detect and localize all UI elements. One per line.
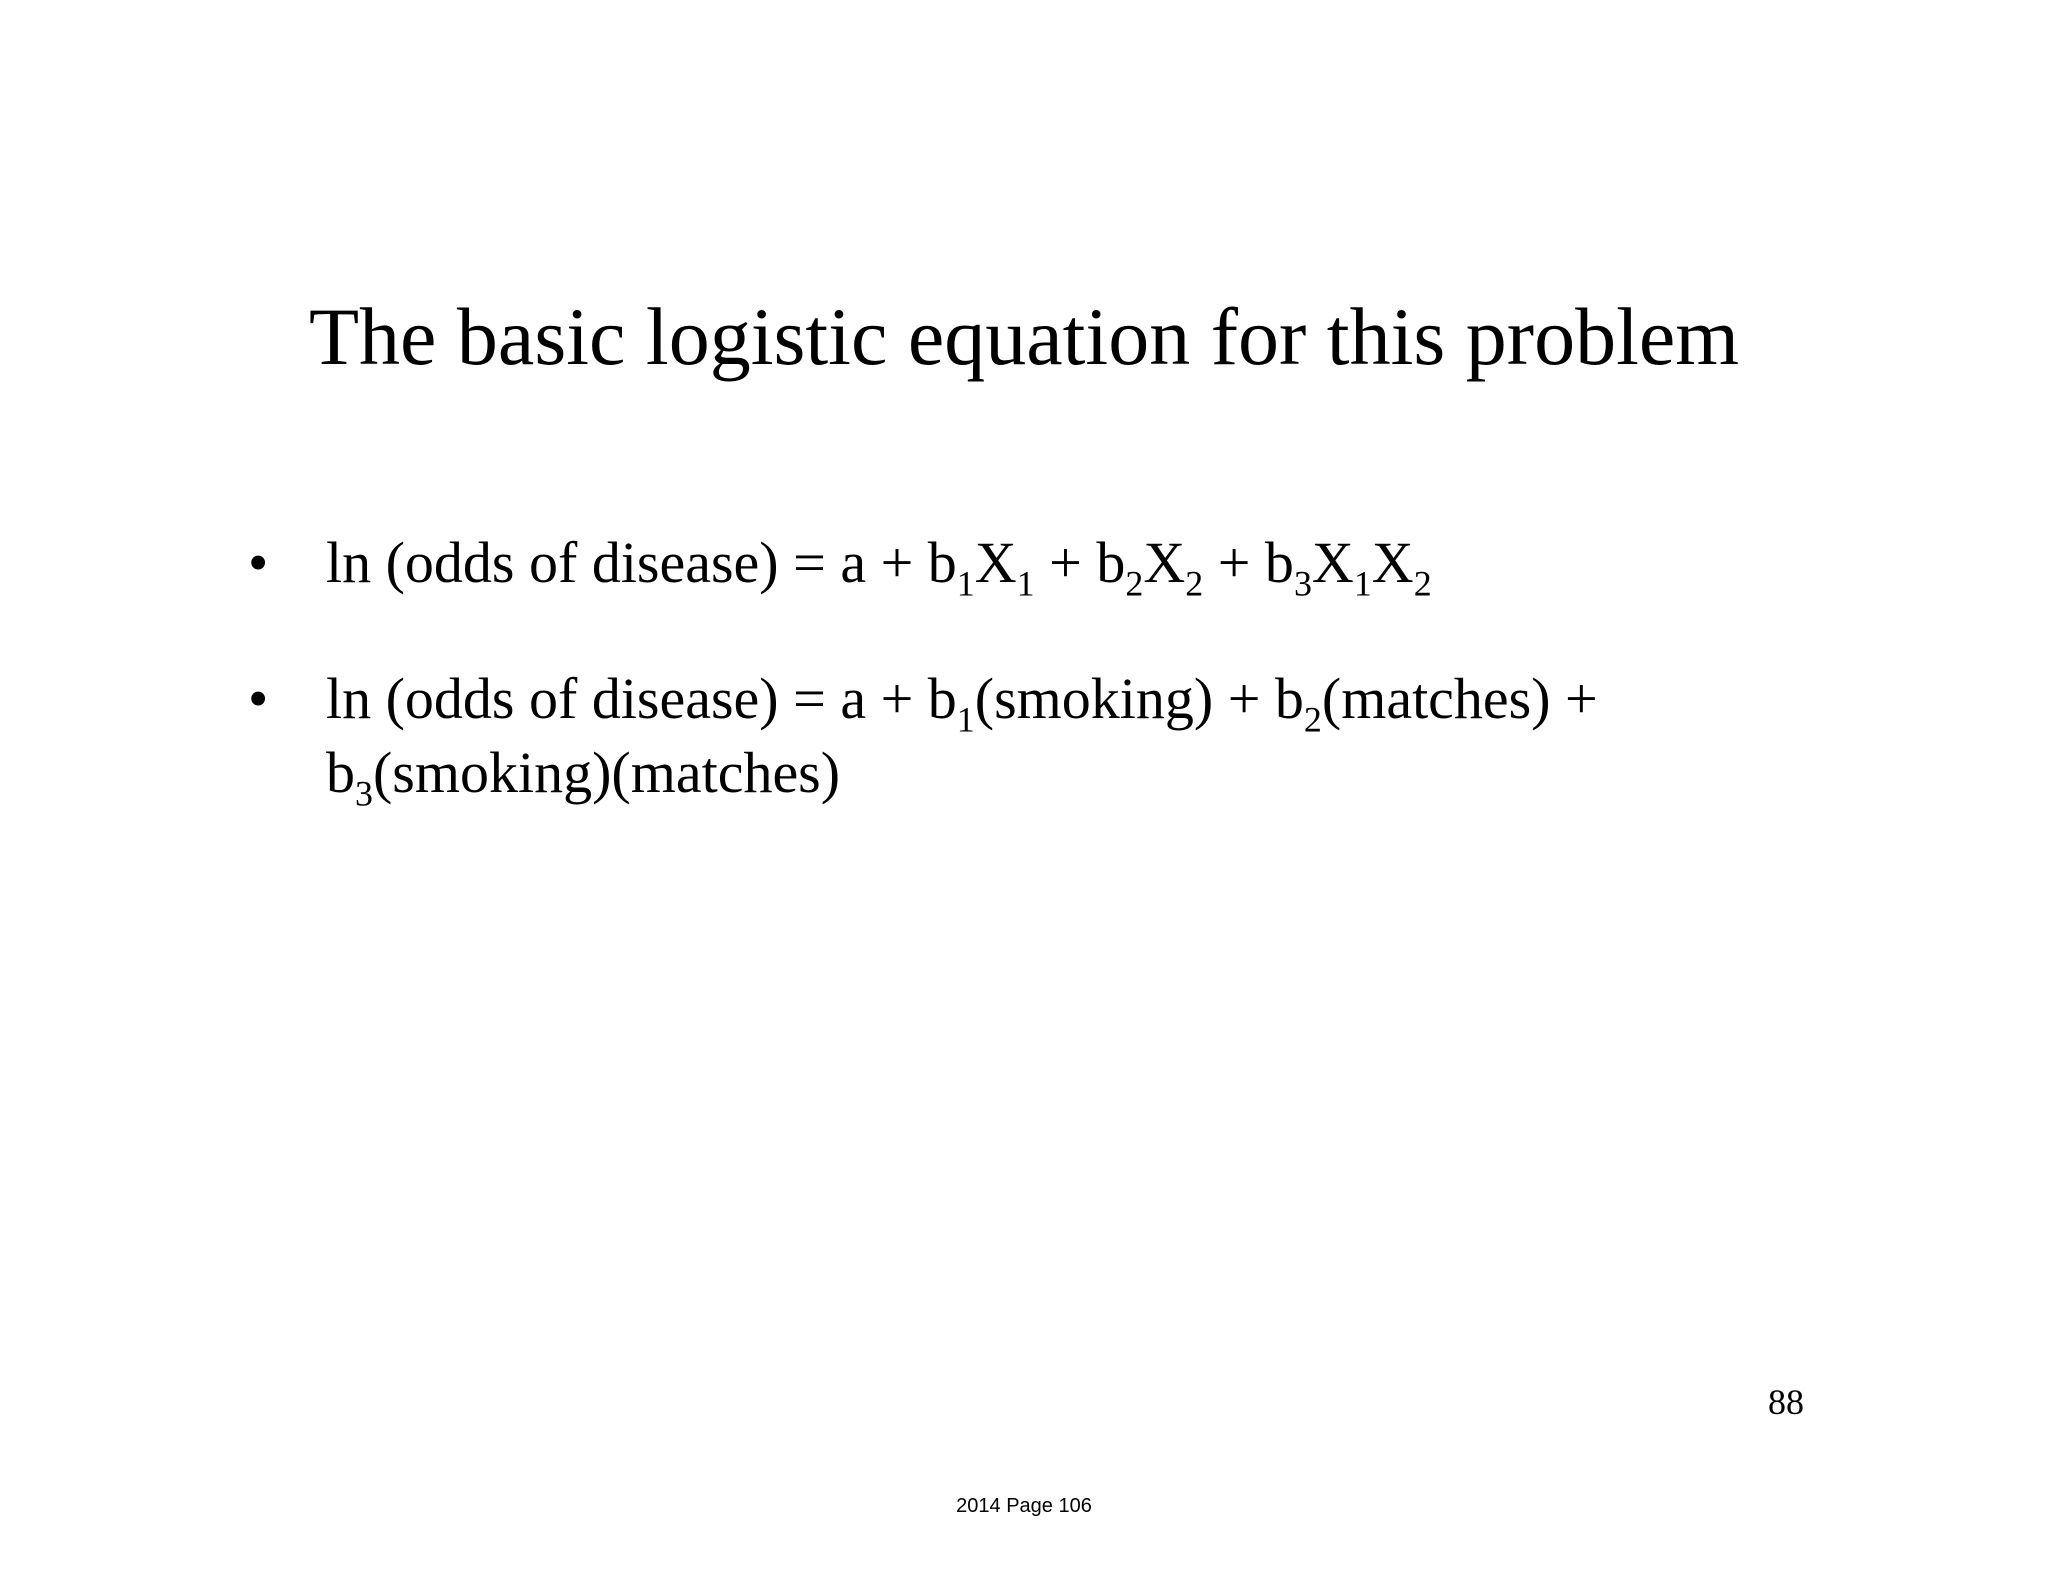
eq1-x1: X bbox=[974, 530, 1017, 595]
eq2-smoking-term: (smoking) + b bbox=[974, 666, 1304, 731]
equation-symbolic-line bbox=[326, 530, 1432, 604]
equation-named-line-1 bbox=[326, 666, 1598, 740]
bullet-icon: • bbox=[248, 530, 269, 595]
eq2-sub-b3: 3 bbox=[355, 773, 373, 814]
eq2-sub-b2: 2 bbox=[1303, 699, 1322, 740]
eq2-interaction-term: (smoking)(matches) bbox=[372, 740, 841, 805]
eq1-sub-x1b: 1 bbox=[1353, 563, 1372, 604]
eq1-sub-x2b: 2 bbox=[1413, 563, 1432, 604]
eq2-lhs: ln (odds of disease) = a + b bbox=[326, 666, 957, 731]
eq1-lhs: ln (odds of disease) = a + b bbox=[326, 530, 957, 595]
eq1-plus-b3: + b bbox=[1203, 530, 1294, 595]
eq1-x1b: X bbox=[1311, 530, 1354, 595]
eq1-sub-b1: 1 bbox=[956, 563, 975, 604]
page-footer: 2014 Page 106 bbox=[956, 1495, 1092, 1517]
equation-named-line-2 bbox=[326, 740, 841, 814]
bullet-equation-symbolic bbox=[248, 526, 1808, 604]
eq2-matches-term: (matches) + bbox=[1321, 666, 1598, 731]
eq1-x2: X bbox=[1143, 530, 1186, 595]
eq1-sub-x1: 1 bbox=[1016, 563, 1035, 604]
bullet-list bbox=[248, 526, 1808, 872]
eq2-sub-b1: 1 bbox=[956, 699, 975, 740]
eq1-x2b: X bbox=[1371, 530, 1414, 595]
bullet-icon: • bbox=[248, 666, 269, 731]
eq1-sub-x2: 2 bbox=[1185, 563, 1204, 604]
eq1-plus-b2: + b bbox=[1034, 530, 1126, 595]
slide-number: 88 bbox=[1768, 1382, 1804, 1422]
eq1-sub-b3: 3 bbox=[1293, 563, 1312, 604]
slide-title: The basic logistic equation for this problem bbox=[308, 291, 1740, 382]
bullet-equation-named bbox=[248, 662, 1808, 814]
eq1-sub-b2: 2 bbox=[1125, 563, 1144, 604]
eq2-b3: b bbox=[326, 740, 355, 805]
